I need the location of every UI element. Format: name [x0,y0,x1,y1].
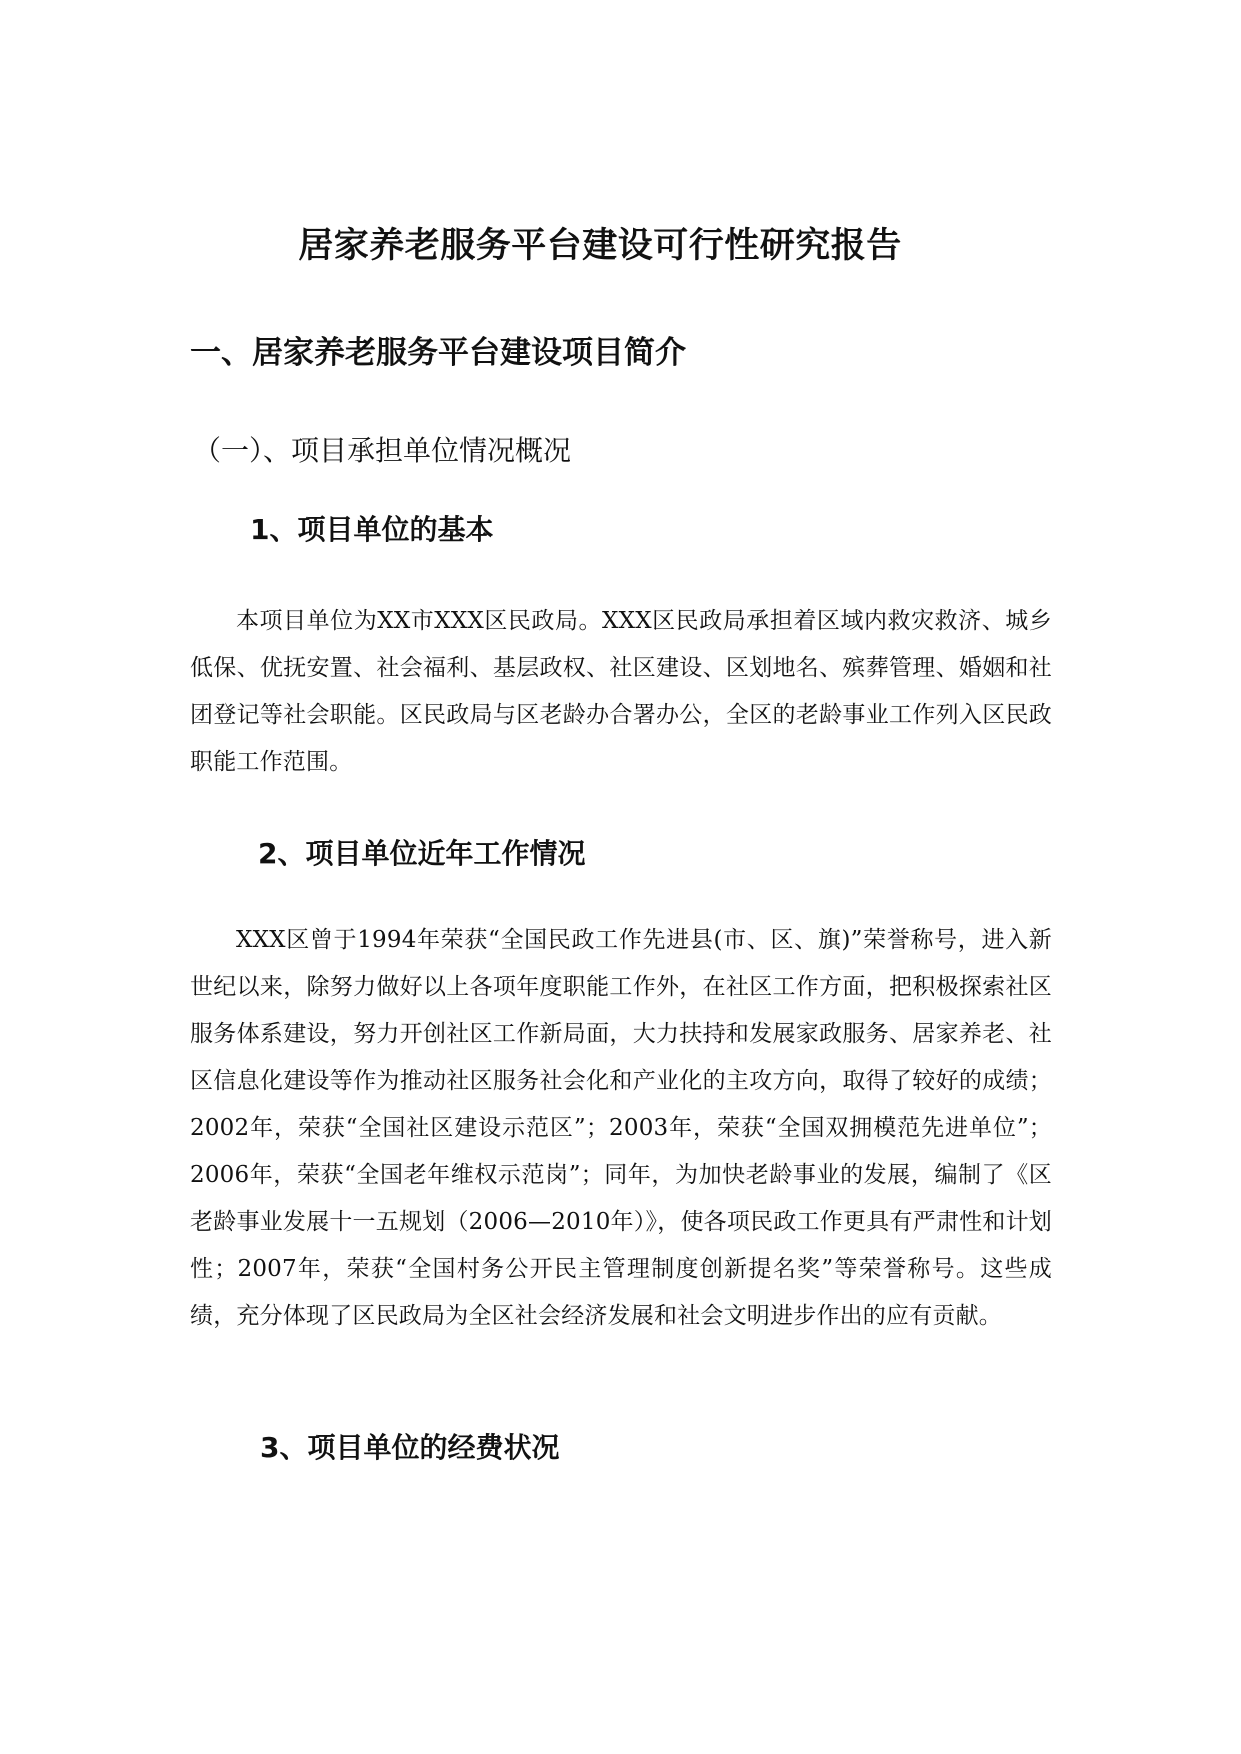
item-heading-funding: 3、项目单位的经费状况 [260,1431,560,1464]
item-heading-recent-work: 2、项目单位近年工作情况 [258,837,586,870]
subsection-heading: （一）、项目承担单位情况概况 [193,434,572,467]
document-title: 居家养老服务平台建设可行性研究报告 [298,226,902,266]
paragraph-recent-work: XXX区曾于1994年荣获“全国民政工作先进县(市、区、旗)”荣誉称号，进入新世纪以来，除努力做好以上各项年度职能工作外，在社区工作方面，把积极探索社区服务体系建设，努力开创社区工作新局面，大力扶持和发展家政服务、居家养老、社区信息化建设等作为推动社区服务社会化和产业化的主攻方向，取得了较好的成绩；2002年，荣获“全国社区建设示范区”；2003年，荣获“全国双拥模范先进单位”；2006年，荣获“全国老年维权示范岗”；同年，为加快老龄事业的发展，编制了《区老龄事业发展十一五规划（2006—2010年）》，使各项民政工作更具有严肃性和计划性；2007年，荣获“全国村务公开民主管理制度创新提名奖”等荣誉称号。这些成绩，充分体现了区民政局为全区社会经济发展和社会文明进步作出的应有贡献。 [190,927,1052,1329]
item-heading-basic-info: 1、项目单位的基本 [250,513,494,546]
section-heading: 一、居家养老服务平台建设项目简介 [190,335,686,371]
paragraph-basic-info: 本项目单位为XX市XXX区民政局。XXX区民政局承担着区域内救灾救济、城乡低保、优抚安置、社会福利、基层政权、社区建设、区划地名、殡葬管理、婚姻和社团登记等社会职能。区民政局与区老龄办合署办公，全区的老龄事业工作列入区民政职能工作范围。 [190,608,1052,775]
